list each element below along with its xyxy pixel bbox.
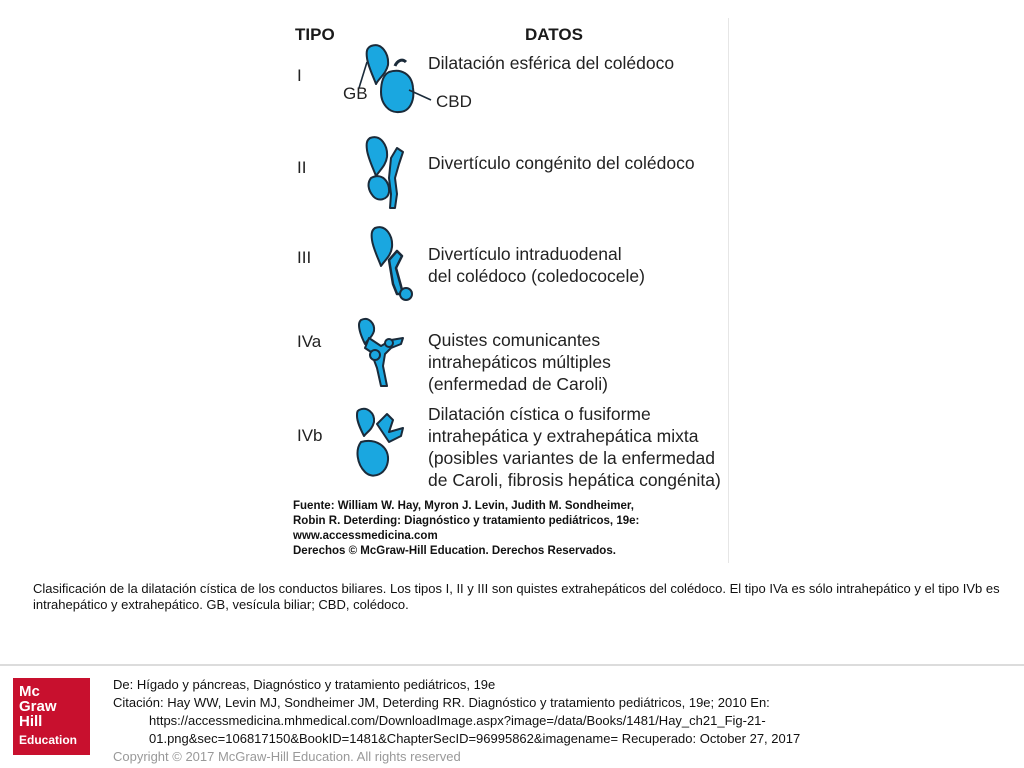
- citation-footer: [113, 676, 1013, 766]
- classification-figure: [285, 18, 729, 563]
- copyright-text: Copyright © 2017 McGraw-Hill Education. All rights reserved: [113, 749, 461, 764]
- type-label-i: I: [297, 66, 302, 85]
- desc-line: intrahepáticos múltiples: [428, 352, 611, 372]
- desc-line: Dilatación esférica del colédoco: [428, 53, 675, 73]
- source-line: www.accessmedicina.com: [293, 530, 438, 542]
- logo-line: Mc: [19, 683, 40, 700]
- figure-source: [293, 499, 639, 559]
- type-label-ivb: IVb: [297, 426, 323, 445]
- source-line: Derechos © McGraw-Hill Education. Derechos Reservados.: [293, 545, 616, 557]
- figure-caption: Clasificación de la dilatación cística de los conductos biliares. Los tipos I, II y III son quistes extrahepáticos del colédoco. El tipo IVa es sólo intrahepático y el tipo IVb es intrahepático y extrahepático. GB, vesícula biliar; CBD, colédoco.: [33, 581, 1000, 612]
- cbd-label: CBD: [436, 92, 472, 111]
- type-label-iva: IVa: [297, 332, 322, 351]
- type-desc-ivb: [428, 403, 721, 491]
- logo-line: Education: [19, 733, 78, 747]
- type-label-iii: III: [297, 248, 312, 267]
- source-line: Fuente: William W. Hay, Myron J. Levin, Judith M. Sondheimer,: [293, 500, 634, 512]
- footer-citation-line: Citación: Hay WW, Levin MJ, Sondheimer JM, Deterding RR. Diagnóstico y tratamiento pediátricos, 19e; 2010 En:: [113, 695, 770, 710]
- type-iva-diagram: [359, 319, 403, 386]
- type-iii-diagram: [372, 227, 412, 300]
- desc-line: Divertículo congénito del colédoco: [428, 153, 695, 173]
- source-line: Robin R. Deterding: Diagnóstico y tratamiento pediátricos, 19e:: [293, 515, 640, 527]
- desc-line: intrahepática y extrahepática mixta: [428, 426, 699, 446]
- footer-divider: [0, 664, 1024, 666]
- desc-line: del colédoco (coledococele): [428, 266, 645, 286]
- footer-url-line-2[interactable]: 01.png&sec=106817150&BookID=1481&ChapterSecID=96995862&imagename= Recuperado: October 27, 2017: [149, 731, 801, 746]
- type-label-ii: II: [297, 158, 307, 177]
- desc-line: Quistes comunicantes: [428, 330, 601, 350]
- type-ii-diagram: [367, 137, 403, 208]
- type-desc-i: [428, 52, 674, 74]
- mcgraw-hill-logo: [13, 678, 90, 755]
- desc-line: (posibles variantes de la enfermedad: [428, 448, 715, 468]
- header-datos: DATOS: [525, 25, 583, 44]
- desc-line: (enfermedad de Caroli): [428, 374, 608, 394]
- type-i-diagram: [367, 45, 414, 112]
- type-desc-iii: [428, 243, 645, 287]
- desc-line: Dilatación cística o fusiforme: [428, 404, 651, 424]
- header-tipo: TIPO: [295, 25, 335, 44]
- footer-source-line: De: Hígado y páncreas, Diagnóstico y tratamiento pediátricos, 19e: [113, 677, 496, 692]
- type-desc-ii: [428, 152, 695, 174]
- desc-line: de Caroli, fibrosis hepática congénita): [428, 470, 721, 490]
- desc-line: Divertículo intraduodenal: [428, 244, 622, 264]
- footer-url-line[interactable]: https://accessmedicina.mhmedical.com/DownloadImage.aspx?image=/data/Books/1481/Hay_ch21_Fig-21-: [149, 713, 766, 728]
- type-ivb-diagram: [357, 409, 403, 476]
- logo-line: Hill: [19, 713, 43, 730]
- type-desc-iva: [428, 329, 611, 395]
- logo-line: Graw: [19, 698, 57, 715]
- gb-label: GB: [343, 84, 368, 103]
